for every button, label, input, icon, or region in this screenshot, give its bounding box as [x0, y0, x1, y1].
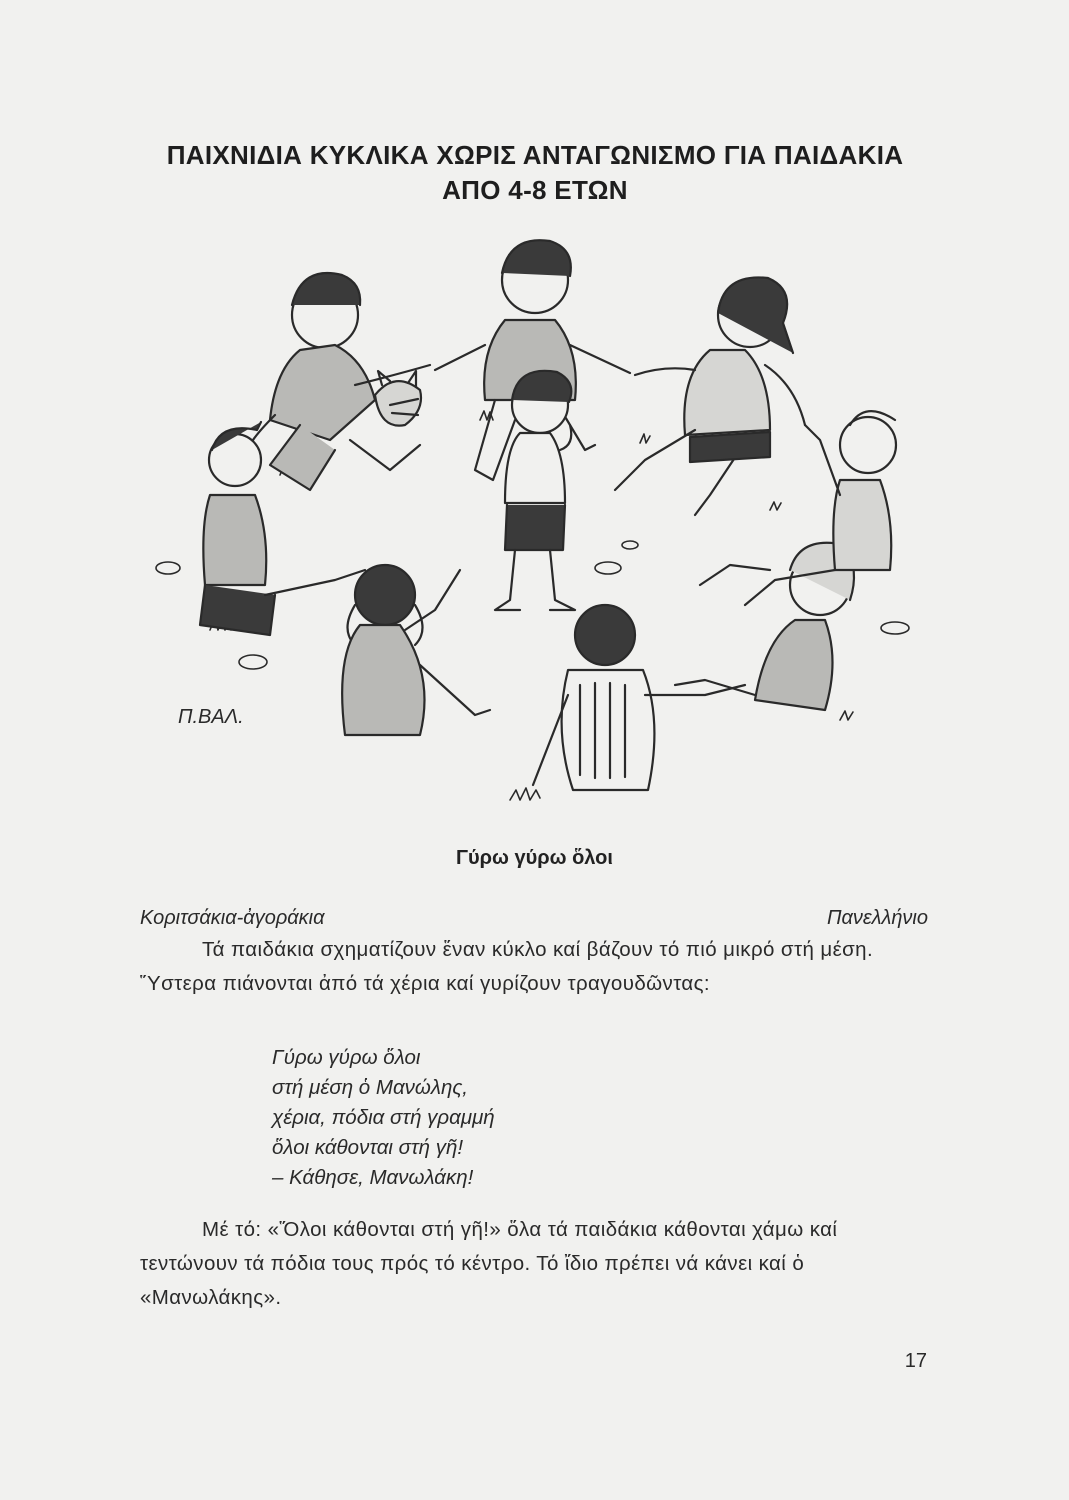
lyric-line: χέρια, πόδια στή γραμμή	[272, 1106, 495, 1129]
children-circle-illustration	[150, 225, 940, 825]
lyric-line: στή μέση ὁ Μανώλης,	[272, 1076, 469, 1099]
closing-paragraph: Μέ τό: «Ὅλοι κάθονται στή γῆ!» ὅλα τά παιδάκια κάθονται χάμω καί τεντώνουν τά πόδια τους πρός τό κέντρο. Τό ἴδιο πρέπει νά κάνει καί ὁ «Μανωλάκης».	[140, 1218, 838, 1309]
title-line-1: ΠΑΙΧΝΙΔΙΑ ΚΥΚΛΙΚΑ ΧΩΡΙΣ ΑΝΤΑΓΩΝΙΣΜΟ ΓΙΑ ΠΑΙΔΑΚΙΑ	[166, 140, 904, 170]
page-number: 17	[904, 1350, 927, 1372]
title-line-2: ΑΠΟ 4-8 ΕΤΩΝ	[442, 175, 628, 205]
illustrator-signature: Π.ΒΑΛ.	[178, 706, 244, 728]
page-title	[120, 138, 950, 208]
section-caption: Γύρω γύρω ὅλοι	[456, 847, 613, 869]
child-top-right	[615, 277, 805, 515]
players-label: Κοριτσάκια-ἀγοράκια	[140, 907, 325, 929]
region-label: Πανελλήνιο	[826, 907, 928, 929]
child-right-girl	[675, 543, 854, 710]
lyric-line: ὅλοι κάθονται στή γῆ!	[272, 1136, 464, 1159]
child-front-left-girl	[342, 565, 490, 735]
lyric-line: – Κάθησε, Μανωλάκη!	[272, 1166, 474, 1189]
child-center-standing	[495, 371, 575, 610]
lyric-line: Γύρω γύρω ὅλοι	[272, 1046, 421, 1069]
child-front-boy	[533, 605, 745, 790]
song-lyrics	[272, 1043, 495, 1193]
instructions-paragraph: Τά παιδάκια σχηματίζουν ἕναν κύκλο καί βάζουν τό πιό μικρό στή μέση. Ὕστερα πιάνονται ἀπό τά χέρια καί γυρίζουν τραγουδῶντας:	[140, 938, 874, 995]
